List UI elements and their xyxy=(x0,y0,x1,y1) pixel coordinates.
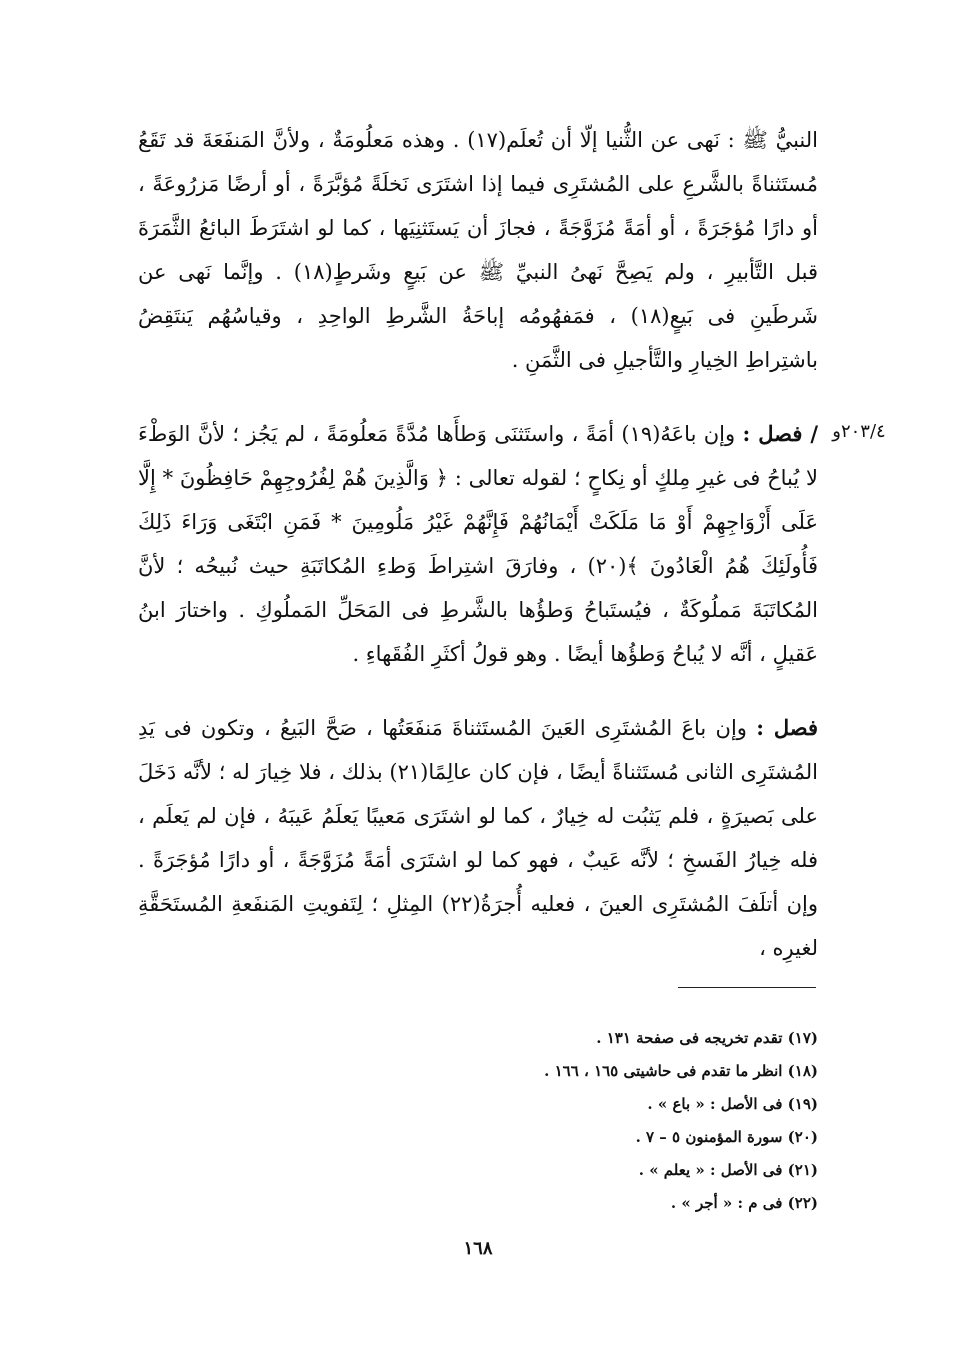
paragraph-3-lead: فصل : xyxy=(756,715,818,740)
footnote-22: (٢٢) فى م : « أجر » . xyxy=(670,1194,818,1212)
footnotes xyxy=(138,1022,818,1220)
footnote-20: (٢٠) سورة المؤمنون ٥ – ٧ . xyxy=(635,1128,818,1146)
paragraph-1 xyxy=(138,118,818,382)
paragraph-2-text: وإن باعَهُ(١٩) أمَةً ، واستَثنَى وَطأَها مُدَّةً مَعلُومَةً ، لم يَجُز ؛ لأنَّ الوَطْءَ لا يُباحُ فى غيرِ مِلكٍ أو نِكاحٍ ؛ لقوله تعالى : ﴿ وَالَّذِينَ هُمْ لِفُرُوجِهِمْ حَافِظُونَ * إِلَّا عَلَى أَزْوَاجِهِمْ أَوْ مَا مَلَكَتْ أَيْمَانُهُمْ فَإِنَّهُمْ غَيْرُ مَلُومِينَ * فَمَنِ ابْتَغَى وَرَاءَ ذَلِكَ فَأُولَئِكَ هُمُ الْعَادُونَ ﴾(٢٠) ، وفارَقَ اشتِراطَ وَطءِ المُكاتَبَةِ حيث نُبيحُه ؛ لأنَّ المُكاتَبَةَ مَملُوكَةٌ ، فيُستَباحُ وَطؤُها بالشَّرطِ فى المَحَلِّ المَملُوكِ . واختارَ ابنُ عَقيلٍ ، أنَّه لا يُباحُ وَطؤُها أيضًا . وهو قولُ أكثَرِ الفُقَهاءِ . xyxy=(138,422,819,666)
footnote-17: (١٧) تقدم تخريجه فى صفحة ١٣١ . xyxy=(596,1029,818,1047)
page-number: ١٦٨ xyxy=(463,1238,493,1259)
margin-folio-note: ٢٠٣/٤و xyxy=(832,421,886,442)
footnote-separator xyxy=(678,987,816,988)
footnote-18: (١٨) انظر ما تقدم فى حاشيتى ١٦٥ ، ١٦٦ . xyxy=(544,1062,818,1080)
paragraph-3-text: وإن باعَ المُشتَرِى العَينَ المُستَثناةَ مَنفَعَتُها ، صَحَّ البَيعُ ، وتكون فى يَدِ المُشتَرِى الثانى مُستَثناةً أيضًا ، فإن كان عالِمًا(٢١) بذلك ، فلا خِيارَ له ؛ لأنَّه دَخَلَ على بَصيرَةٍ ، فلم يَثبُت له خِيارٌ ، كما لو اشتَرَى مَعيبًا يَعلَمُ عَيبَهُ ، فإن لم يَعلَم ، فله خِيارُ الفَسخِ ؛ لأنَّه عَيبٌ ، فهو كما لو اشتَرَى أمَةً مُزَوَّجَةً ، أو دارًا مُؤجَرَةً . وإن أتلَفَ المُشتَرِى العينَ ، فعليه أُجرَةُ(٢٢) المِثلِ ؛ لِتَفويتِ المَنفَعةِ المُستَحَقَّةِ لغيرِه ، xyxy=(138,716,818,960)
paragraph-3 xyxy=(138,706,818,970)
footnote-21: (٢١) فى الأصل : « يعلم » . xyxy=(638,1161,818,1179)
paragraph-2 xyxy=(138,412,818,676)
footnote-19: (١٩) فى الأصل : « باع » . xyxy=(647,1095,818,1113)
paragraph-1-text: النبيُّ ﷺ : نَهى عن الثُّنيا إلّا أن تُعلَم(١٧) . وهذه مَعلُومَةٌ ، ولأنَّ المَنفَعَةَ قد تَقَعُ مُستَثناةً بالشَّرعِ على المُشتَرِى فيما إذا اشتَرَى نَخلَةً مُؤبَّرَةً ، أو أرضًا مَزرُوعَةً ، أو دارًا مُؤجَرَةً ، أو أمَةً مُزَوَّجَةً ، فجازَ أن يَستَثنِيَها ، كما لو اشتَرَطَ البائعُ الثَّمَرَةَ قبل التَّأبيرِ ، ولم يَصِحَّ نَهىُ النبيِّ ﷺ عن بَيعٍ وشَرطٍ(١٨) . وإنَّما نَهى عن شَرطَينِ فى بَيعٍ(١٨) ، فمَفهُومُه إباحَةُ الشَّرطِ الواحِدِ ، وقياسُهُم يَنتَقِضُ باشتِراطِ الخِيارِ والتَّأجيلِ فى الثَّمَنِ . xyxy=(138,128,818,372)
paragraph-2-lead: / فصل : xyxy=(742,421,818,446)
